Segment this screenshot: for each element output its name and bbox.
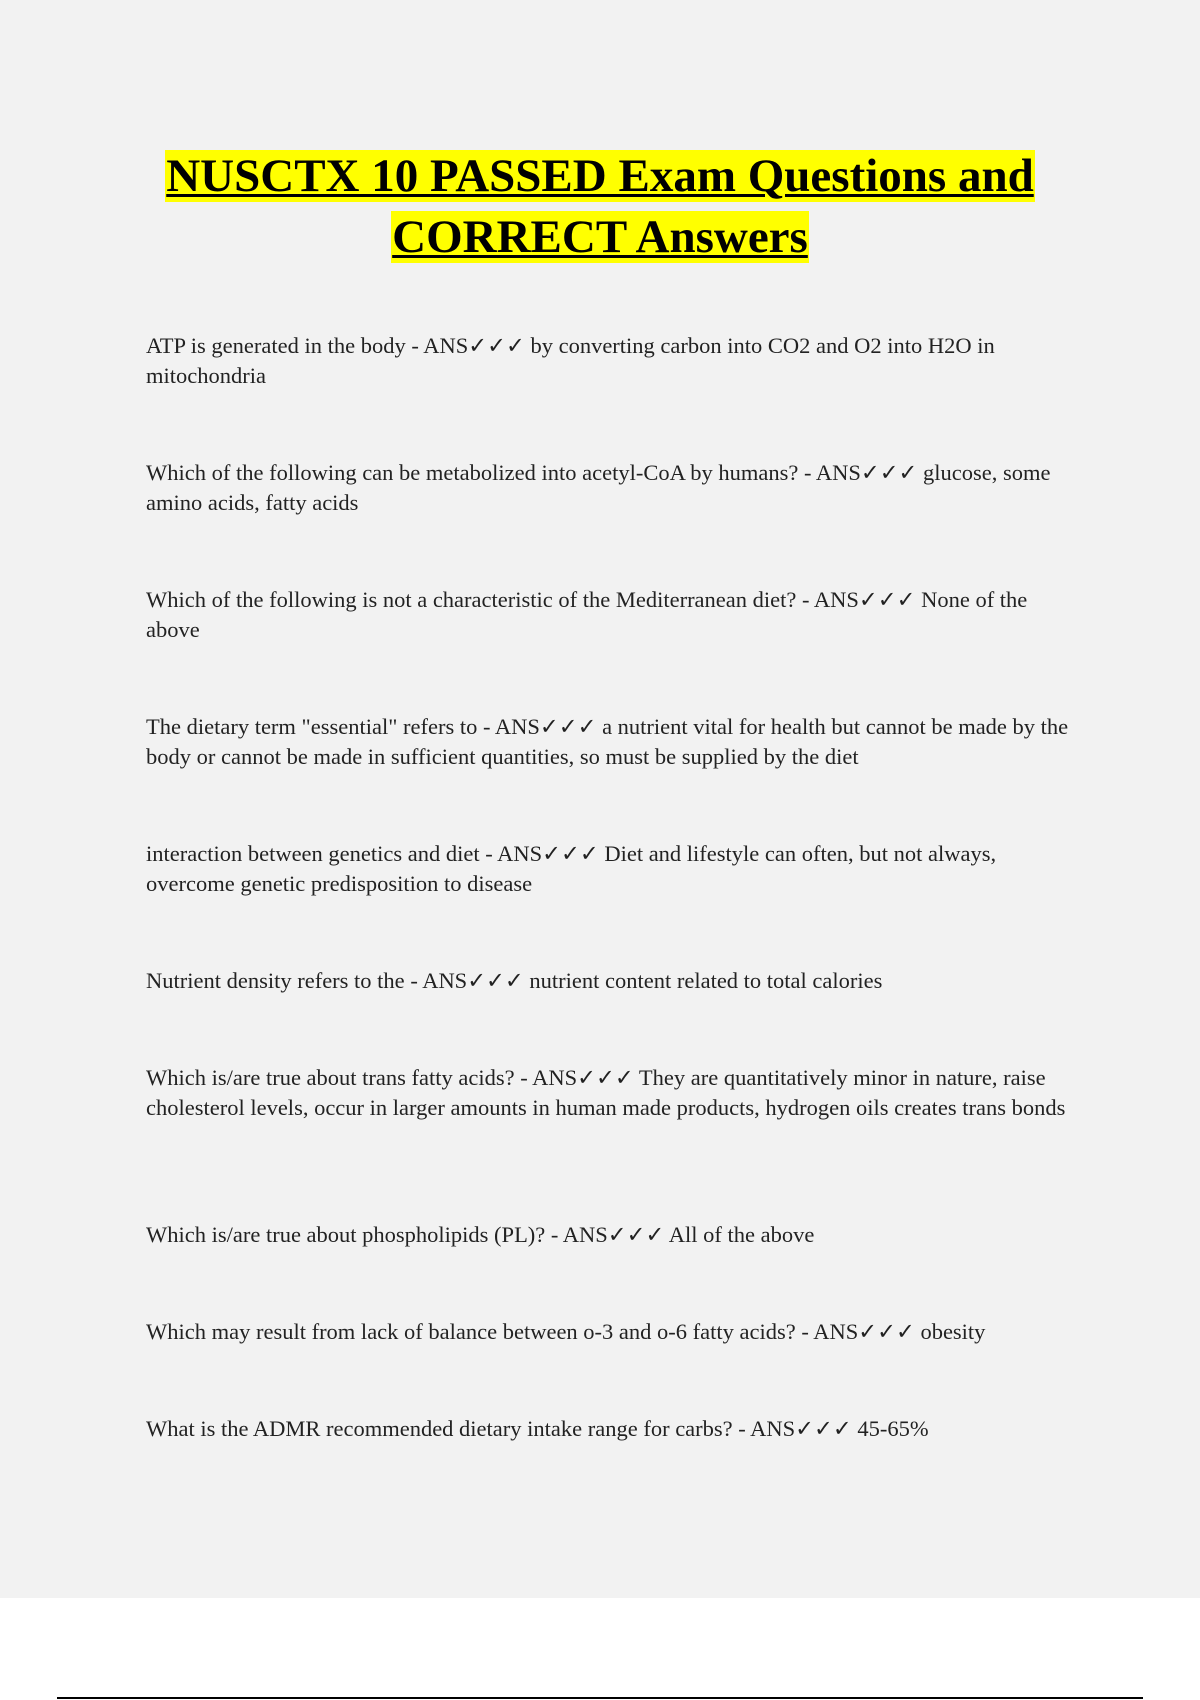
answer-marker: - ANS✓✓✓ (477, 714, 603, 739)
answer-text: All of the above (668, 1222, 815, 1247)
answer-text: 45-65% (857, 1416, 929, 1441)
answer-text: by converting carbon into CO2 and O2 into H2O in mitochondria (146, 333, 995, 388)
question-text: Which is/are true about phospholipids (PL)? (146, 1222, 546, 1247)
answer-text: glucose, some amino acids, fatty acids (146, 460, 1051, 515)
qa-item (146, 839, 1076, 899)
title-line-2: CORRECT Answers (392, 211, 808, 263)
qa-item (146, 331, 1076, 391)
answer-marker: - ANS✓✓✓ (795, 1319, 921, 1344)
question-text: What is the ADMR recommended dietary intake range for carbs? (146, 1416, 733, 1441)
qa-item (146, 1317, 1076, 1347)
qa-item (146, 966, 1076, 996)
qa-item (146, 1414, 1076, 1444)
answer-marker: - ANS✓✓✓ (796, 587, 922, 612)
answer-text: a nutrient vital for health but cannot be made by the body or cannot be made in sufficient quantities, so must be supplied by the diet (146, 714, 1069, 769)
answer-marker: - ANS✓✓✓ (404, 968, 530, 993)
answer-marker: - ANS✓✓✓ (514, 1065, 639, 1090)
answer-marker: - ANS✓✓✓ (405, 333, 531, 358)
answer-text: Diet and lifestyle can often, but not always, overcome genetic predisposition to disease (146, 841, 997, 896)
question-text: ATP is generated in the body (146, 333, 406, 358)
qa-item (146, 458, 1076, 518)
question-text: The dietary term "essential" refers to (146, 714, 478, 739)
answer-marker: - ANS✓✓✓ (545, 1222, 669, 1247)
answer-text: None of the above (146, 587, 1028, 642)
question-text: Which of the following can be metabolized into acetyl-CoA by humans? (146, 460, 799, 485)
answer-text: nutrient content related to total calories (529, 968, 883, 993)
question-text: Which of the following is not a characteristic of the Mediterranean diet? (146, 587, 797, 612)
answer-text: obesity (920, 1319, 986, 1344)
footer-rule (57, 1697, 1143, 1699)
question-text: interaction between genetics and diet (146, 841, 480, 866)
title-line-1: NUSCTX 10 PASSED Exam Questions and (166, 150, 1034, 202)
answer-marker: - ANS✓✓✓ (479, 841, 605, 866)
qa-item (146, 712, 1076, 772)
qa-item (146, 1063, 1076, 1123)
document-title (60, 146, 1140, 268)
answer-text: They are quantitatively minor in nature, raise cholesterol levels, occur in larger amounts in human made products, hydrogen oils creates trans bonds (146, 1065, 1066, 1120)
question-text: Which may result from lack of balance between o-3 and o-6 fatty acids? (146, 1319, 796, 1344)
qa-item (146, 585, 1076, 645)
answer-marker: - ANS✓✓✓ (798, 460, 924, 485)
question-text: Nutrient density refers to the (146, 968, 405, 993)
qa-item (146, 1220, 1076, 1250)
question-text: Which is/are true about trans fatty acids? (146, 1065, 515, 1090)
answer-marker: - ANS✓✓✓ (732, 1416, 858, 1441)
